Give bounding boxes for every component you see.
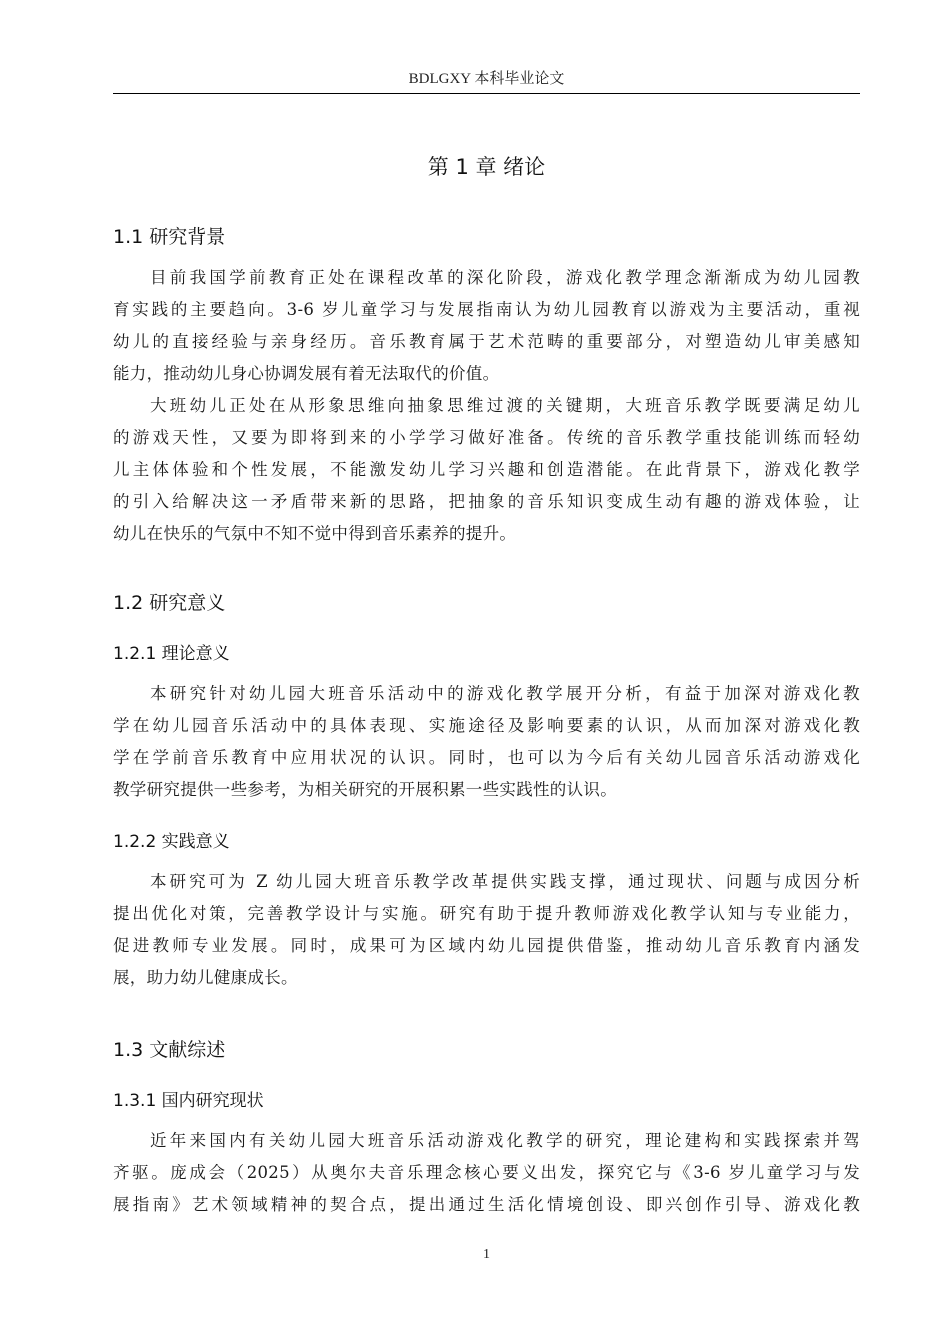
chapter-title: 第 1 章 绪论 xyxy=(427,155,546,179)
paragraph-line: 展，助力幼儿健康成长。 xyxy=(113,968,298,987)
paragraph-theoretical-significance xyxy=(113,678,860,806)
section-heading-1-2: 1.2 研究意义 xyxy=(113,592,226,614)
paragraph-domestic-research xyxy=(113,1125,860,1221)
paragraph-line: 近年来国内有关幼儿园大班音乐活动游戏化教学的研究，理论建构和实践探索并驾 xyxy=(150,1131,860,1150)
paragraph-line: 的游戏天性，又要为即将到来的小学学习做好准备。传统的音乐教学重技能训练而轻幼 xyxy=(113,428,860,447)
paragraph-line: 提出优化对策，完善教学设计与实施。研究有助于提升教师游戏化教学认知与专业能力， xyxy=(113,904,860,923)
subsection-heading-1-3-1: 1.3.1 国内研究现状 xyxy=(113,1091,264,1111)
page-number: 1 xyxy=(483,1247,490,1262)
paragraph-line: 学在幼儿园音乐活动中的具体表现、实施途径及影响要素的认识，从而加深对游戏化教 xyxy=(113,716,860,735)
paragraph-line: 本研究针对幼儿园大班音乐活动中的游戏化教学展开分析，有益于加深对游戏化教 xyxy=(150,684,860,703)
running-header: BDLGXY 本科毕业论文 xyxy=(113,70,860,94)
paragraph-line: 本研究可为 Z 幼儿园大班音乐教学改革提供实践支撑，通过现状、问题与成因分析 xyxy=(150,872,860,891)
paragraph-line: 教学研究提供一些参考，为相关研究的开展积累一些实践性的认识。 xyxy=(113,780,617,799)
paragraph-practical-significance xyxy=(113,866,860,994)
subsection-heading-1-2-1: 1.2.1 理论意义 xyxy=(113,644,230,664)
paragraph-line: 幼儿在快乐的气氛中不知不觉中得到音乐素养的提升。 xyxy=(113,524,517,543)
paragraph-line: 的引入给解决这一矛盾带来新的思路，把抽象的音乐知识变成生动有趣的游戏体验，让 xyxy=(113,492,860,511)
paragraph-line: 展指南》艺术领域精神的契合点，提出通过生活化情境创设、即兴创作引导、游戏化教 xyxy=(113,1195,860,1214)
section-heading-1-3: 1.3 文献综述 xyxy=(113,1039,226,1061)
paragraph-background-1 xyxy=(113,262,860,390)
paragraph-line: 促进教师专业发展。同时，成果可为区域内幼儿园提供借鉴，推动幼儿音乐教育内涵发 xyxy=(113,936,860,955)
section-heading-1-1: 1.1 研究背景 xyxy=(113,226,226,248)
paragraph-line: 齐驱。庞成会（2025）从奥尔夫音乐理念核心要义出发，探究它与《3-6 岁儿童学习与发 xyxy=(113,1163,860,1182)
subsection-heading-1-2-2: 1.2.2 实践意义 xyxy=(113,832,230,852)
paragraph-line: 儿主体体验和个性发展，不能激发幼儿学习兴趣和创造潜能。在此背景下，游戏化教学 xyxy=(113,460,860,479)
paragraph-line: 学在学前音乐教育中应用状况的认识。同时，也可以为今后有关幼儿园音乐活动游戏化 xyxy=(113,748,860,767)
paragraph-background-2 xyxy=(113,390,860,550)
paragraph-line: 大班幼儿正处在从形象思维向抽象思维过渡的关键期，大班音乐教学既要满足幼儿 xyxy=(150,396,860,415)
paragraph-line: 目前我国学前教育正处在课程改革的深化阶段，游戏化教学理念渐渐成为幼儿园教 xyxy=(150,268,860,287)
paragraph-line: 能力，推动幼儿身心协调发展有着无法取代的价值。 xyxy=(113,364,500,383)
paragraph-line: 幼儿的直接经验与亲身经历。音乐教育属于艺术范畴的重要部分，对塑造幼儿审美感知 xyxy=(113,332,860,351)
paragraph-line: 育实践的主要趋向。3-6 岁儿童学习与发展指南认为幼儿园教育以游戏为主要活动，重视 xyxy=(113,300,860,319)
